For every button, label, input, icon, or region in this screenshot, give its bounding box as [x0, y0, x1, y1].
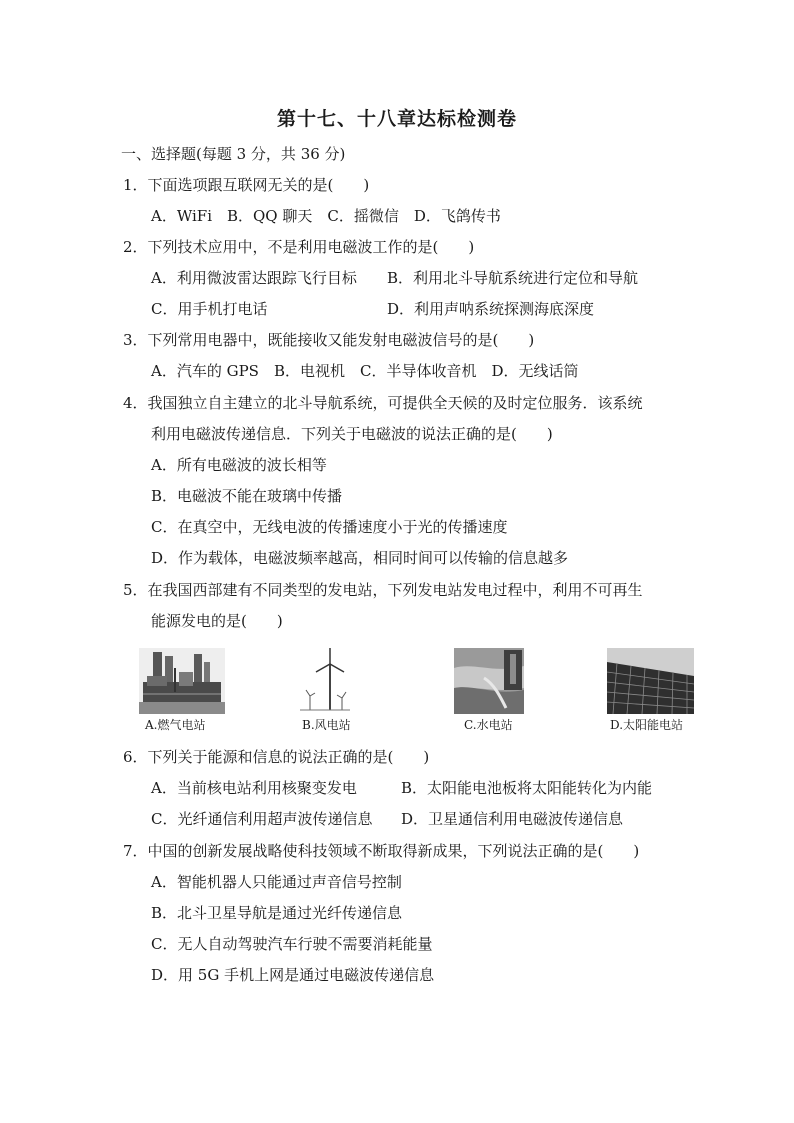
question-6-option-c: C．光纤通信利用超声波传递信息	[151, 810, 373, 828]
question-4-stem-line1: 4．我国独立自主建立的北斗导航系统，可提供全天候的及时定位服务．该系统	[123, 394, 643, 412]
gas-power-station-image	[139, 648, 225, 714]
question-3-options: A．汽车的 GPS B．电视机 C．半导体收音机 D．无线话筒	[151, 362, 579, 380]
question-4-option-b: B．电磁波不能在玻璃中传播	[151, 487, 343, 505]
hydro-power-station-image	[454, 648, 524, 714]
question-2-option-a: A．利用微波雷达跟踪飞行目标	[151, 269, 357, 287]
question-7-option-c: C．无人自动驾驶汽车行驶不需要消耗能量	[151, 935, 433, 953]
question-6-option-d: D．卫星通信利用电磁波传递信息	[401, 810, 624, 828]
question-5-stem-line2: 能源发电的是( )	[151, 612, 283, 630]
question-4-option-d: D．作为载体，电磁波频率越高，相同时间可以传输的信息越多	[151, 549, 569, 567]
image-caption-b: B.风电站	[302, 718, 351, 732]
question-7-option-d: D．用 5G 手机上网是通过电磁波传递信息	[151, 966, 435, 984]
image-caption-a: A.燃气电站	[145, 718, 206, 732]
question-7-option-b: B．北斗卫星导航是通过光纤传递信息	[151, 904, 403, 922]
question-2-option-d: D．利用声呐系统探测海底深度	[387, 300, 595, 318]
image-caption-d: D.太阳能电站	[610, 718, 684, 732]
question-4-option-c: C．在真空中，无线电波的传播速度小于光的传播速度	[151, 518, 508, 536]
wind-power-station-image	[300, 648, 350, 714]
question-3-stem: 3．下列常用电器中，既能接收又能发射电磁波信号的是( )	[123, 331, 535, 349]
question-7-stem: 7．中国的创新发展战略使科技领域不断取得新成果，下列说法正确的是( )	[123, 842, 640, 860]
question-4-stem-line2: 利用电磁波传递信息．下列关于电磁波的说法正确的是( )	[151, 425, 553, 443]
question-7-option-a: A．智能机器人只能通过声音信号控制	[151, 873, 402, 891]
question-2-stem: 2．下列技术应用中，不是利用电磁波工作的是( )	[123, 238, 475, 256]
question-1-options: A．WiFi B．QQ 聊天 C．摇微信 D．飞鸽传书	[151, 207, 501, 225]
question-6-option-b: B．太阳能电池板将太阳能转化为内能	[401, 779, 653, 797]
image-caption-c: C.水电站	[464, 718, 513, 732]
question-1-stem: 1．下面选项跟互联网无关的是( )	[123, 176, 370, 194]
question-5-stem-line1: 5．在我国西部建有不同类型的发电站，下列发电站发电过程中，利用不可再生	[123, 581, 643, 599]
page-title: 第十七、十八章达标检测卷	[276, 108, 517, 130]
question-2-option-c: C．用手机打电话	[151, 300, 268, 318]
question-4-option-a: A．所有电磁波的波长相等	[151, 456, 327, 474]
section-heading: 一、选择题(每题 3 分，共 36 分)	[121, 145, 346, 163]
question-6-option-a: A．当前核电站利用核聚变发电	[151, 779, 357, 797]
question-2-option-b: B．利用北斗导航系统进行定位和导航	[387, 269, 639, 287]
question-6-stem: 6．下列关于能源和信息的说法正确的是( )	[123, 748, 430, 766]
solar-power-station-image	[607, 648, 694, 714]
